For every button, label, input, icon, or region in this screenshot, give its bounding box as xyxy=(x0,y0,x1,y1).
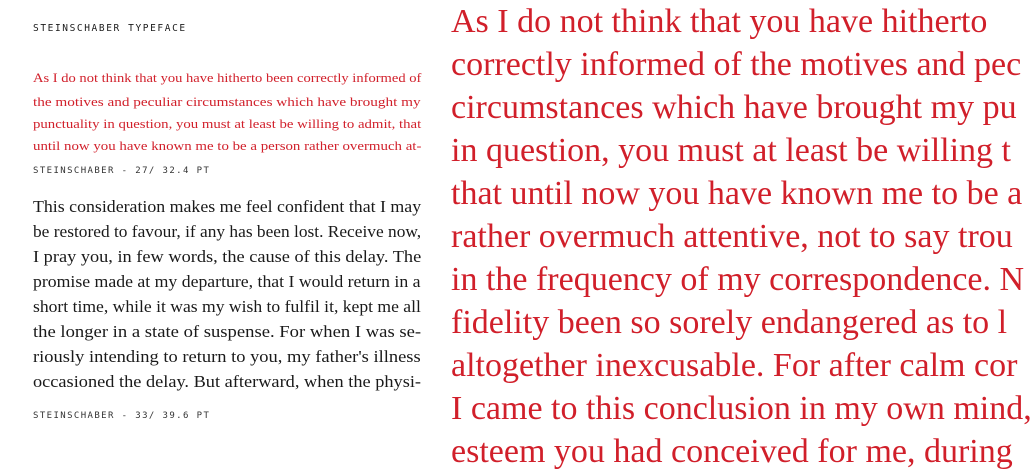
large-sample-line: the longer in a state of suspense. For when I was se- xyxy=(33,322,422,341)
large-sample-line: riously intending to return to you, my father's illness xyxy=(33,347,421,366)
large-sample-line: occasioned the delay. But afterward, when the physi- xyxy=(33,372,422,391)
display-sample-line: correctly informed of the motives and pec xyxy=(451,46,1022,83)
size-caption: STEINSCHABER - 33/ 39.6 PT xyxy=(33,411,211,421)
size-caption: STEINSCHABER - 27/ 32.4 PT xyxy=(33,166,211,176)
large-sample-line: short time, while it was my wish to fulfil it, kept me all xyxy=(33,297,421,316)
small-sample-line: As I do not think that you have hitherto been correctly informed of xyxy=(33,70,422,85)
display-sample-line: circumstances which have brought my pu xyxy=(451,89,1017,126)
large-sample-line: promise made at my departure, that I would return in a xyxy=(33,272,421,291)
display-sample-line: that until now you have known me to be a xyxy=(451,175,1023,212)
display-sample-line: in the frequency of my correspondence. N xyxy=(451,261,1025,298)
display-sample-line: I came to this conclusion in my own mind, xyxy=(451,390,1032,427)
display-sample-line: rather overmuch attentive, not to say trou xyxy=(451,218,1013,255)
large-sample-line: be restored to favour, if any has been lost. Receive now, xyxy=(33,222,422,241)
small-sample-line: until now you have known me to be a person rather overmuch at- xyxy=(33,138,422,153)
typeface-heading: STEINSCHABER TYPEFACE xyxy=(33,23,187,34)
display-sample-line: As I do not think that you have hitherto xyxy=(451,3,988,40)
display-sample-line: esteem you had conceived for me, during xyxy=(451,433,1013,470)
small-sample-line: punctuality in question, you must at least be willing to admit, that xyxy=(33,116,422,131)
specimen-right-panel xyxy=(432,0,1032,475)
large-sample-line: I pray you, in few words, the cause of this delay. The xyxy=(33,247,422,266)
display-sample-line: in question, you must at least be willing t xyxy=(451,132,1012,169)
display-sample-line: fidelity been so sorely endangered as to l xyxy=(451,304,1008,341)
specimen-left-panel xyxy=(0,0,432,475)
display-sample-line: altogether inexcusable. For after calm cor xyxy=(451,347,1018,384)
small-sample-line: the motives and peculiar circumstances which have brought my xyxy=(33,94,421,109)
large-sample-line: This consideration makes me feel confident that I may xyxy=(33,197,422,216)
